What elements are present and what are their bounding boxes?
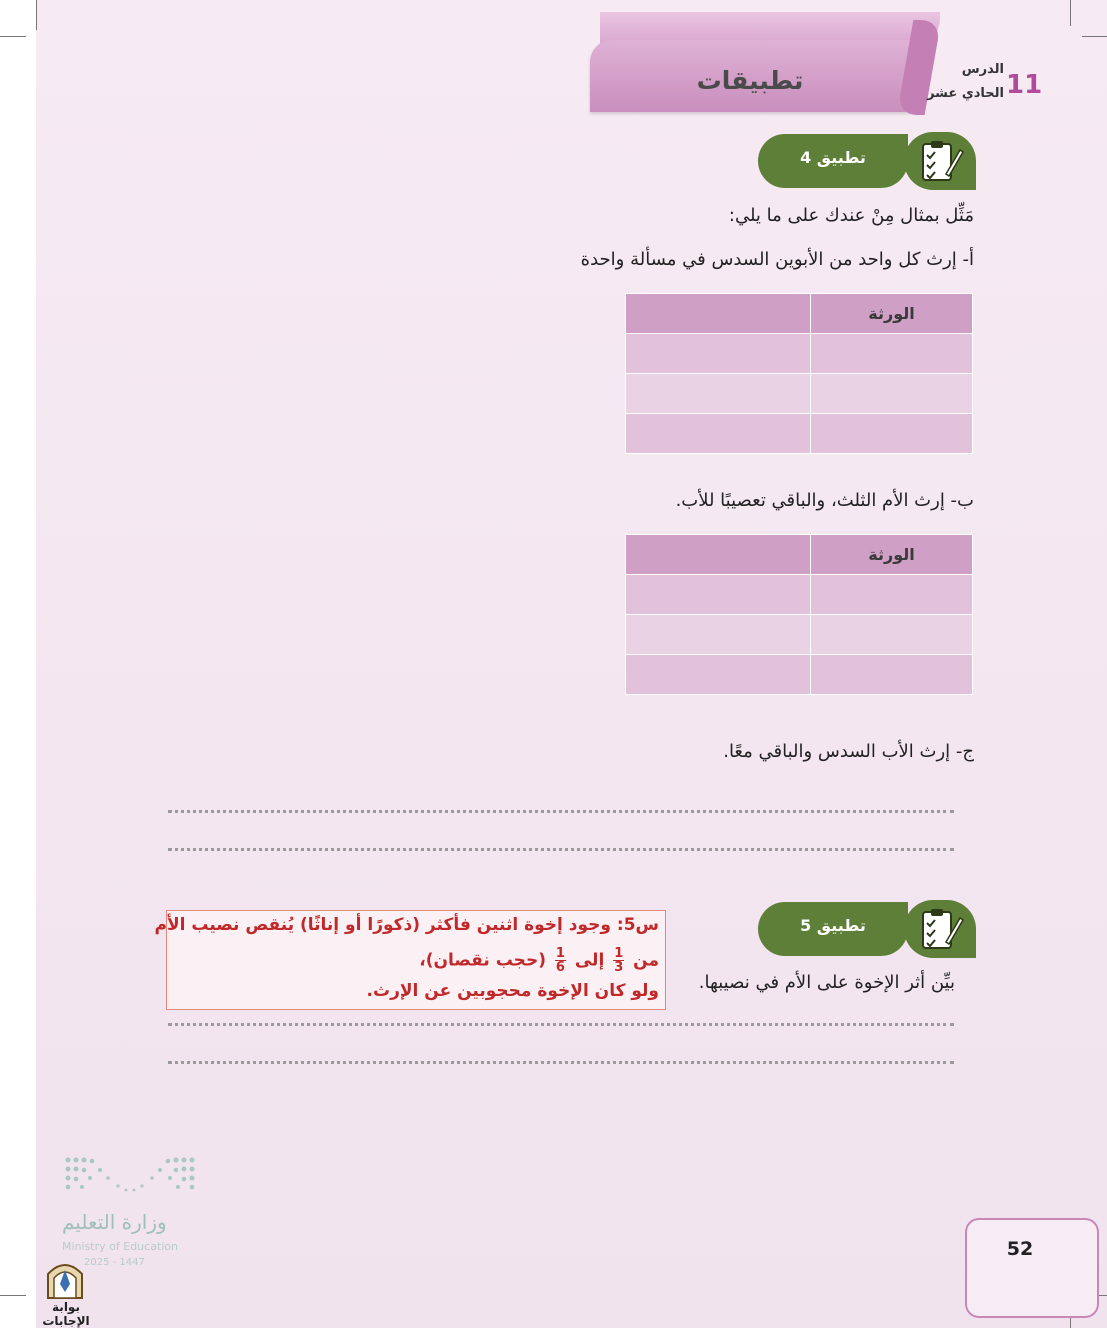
table-cell[interactable] (811, 374, 973, 414)
table-cell[interactable] (626, 414, 811, 454)
table-cell[interactable] (626, 655, 811, 695)
lesson-name: الحادي عشر (927, 86, 1004, 101)
crop-mark (1070, 0, 1071, 26)
answer-blocking-note: (حجب نقصان)، (419, 950, 546, 971)
lesson-number: 11 (1006, 70, 1043, 100)
table-cell[interactable] (626, 334, 811, 374)
fraction-one-third: $\frac{1}{3}$ (614, 946, 624, 975)
app4-part-c: ج- إرث الأب السدس والباقي معًا. (723, 741, 974, 762)
crop-mark (1082, 36, 1107, 37)
lesson-label: الدرس (961, 62, 1004, 77)
table-cell[interactable] (626, 374, 811, 414)
answer-line[interactable] (168, 1061, 954, 1064)
table-cell[interactable] (811, 575, 973, 615)
heirs-table-b (625, 534, 973, 695)
answer-line-2 (419, 947, 659, 974)
crop-mark (0, 36, 26, 37)
table-cell[interactable] (811, 414, 973, 454)
app5-prompt: بيِّن أثر الإخوة على الأم في نصيبها. (698, 972, 955, 993)
crop-mark (36, 0, 37, 30)
badge-label: تطبيق 5 (800, 916, 866, 935)
fraction-one-sixth: $\frac{1}{6}$ (555, 946, 565, 975)
table-cell[interactable] (811, 655, 973, 695)
answer-line-1: س5: وجود إخوة اثنين فأكثر (ذكورًا أو إناثًا) يُنقص نصيب الأم (154, 915, 659, 935)
app4-part-b: ب- إرث الأم الثلث، والباقي تعصيبًا للأب. (675, 490, 974, 511)
table-cell[interactable] (626, 535, 811, 575)
answer-to: إلى (574, 950, 605, 971)
answer-from: من (633, 950, 659, 971)
table-cell[interactable] (811, 615, 973, 655)
page-number: 52 (1006, 1238, 1034, 1260)
answer-line[interactable] (168, 810, 954, 813)
answer-line-3: ولو كان الإخوة محجوبين عن الإرث. (366, 981, 659, 1001)
app4-intro: مَثِّل بمثال مِنْ عندك على ما يلي: (728, 205, 974, 226)
table-cell[interactable] (811, 334, 973, 374)
answer-box (154, 910, 666, 1010)
clipboard-check-icon (904, 900, 976, 958)
answer-line[interactable] (168, 1023, 954, 1026)
table-cell[interactable] (626, 615, 811, 655)
table-cell[interactable] (626, 294, 811, 334)
ministry-name-arabic: وزارة التعليم (62, 1210, 167, 1234)
table-cell[interactable] (626, 575, 811, 615)
ministry-name-english: Ministry of Education (62, 1240, 179, 1253)
ministry-logo-icon (60, 1150, 200, 1204)
crop-mark (0, 1295, 26, 1296)
badge-label: تطبيق 4 (800, 148, 866, 167)
page-number-box (965, 1218, 1099, 1318)
clipboard-check-icon (904, 132, 976, 190)
application-4-badge (758, 132, 980, 190)
application-5-badge (758, 900, 980, 958)
ministry-year: 2025 - 1447 (84, 1257, 145, 1268)
portal-label: بوابة الإجابات (42, 1300, 90, 1328)
answer-line[interactable] (168, 848, 954, 851)
app4-part-a: أ- إرث كل واحد من الأبوين السدس في مسألة واحدة (580, 249, 974, 270)
table-header-heirs: الورثة (811, 535, 973, 575)
table-header-heirs: الورثة (811, 294, 973, 334)
lesson-tab-title: تطبيقات (696, 66, 804, 95)
heirs-table-a (625, 293, 973, 454)
portal-logo-icon (44, 1256, 86, 1304)
